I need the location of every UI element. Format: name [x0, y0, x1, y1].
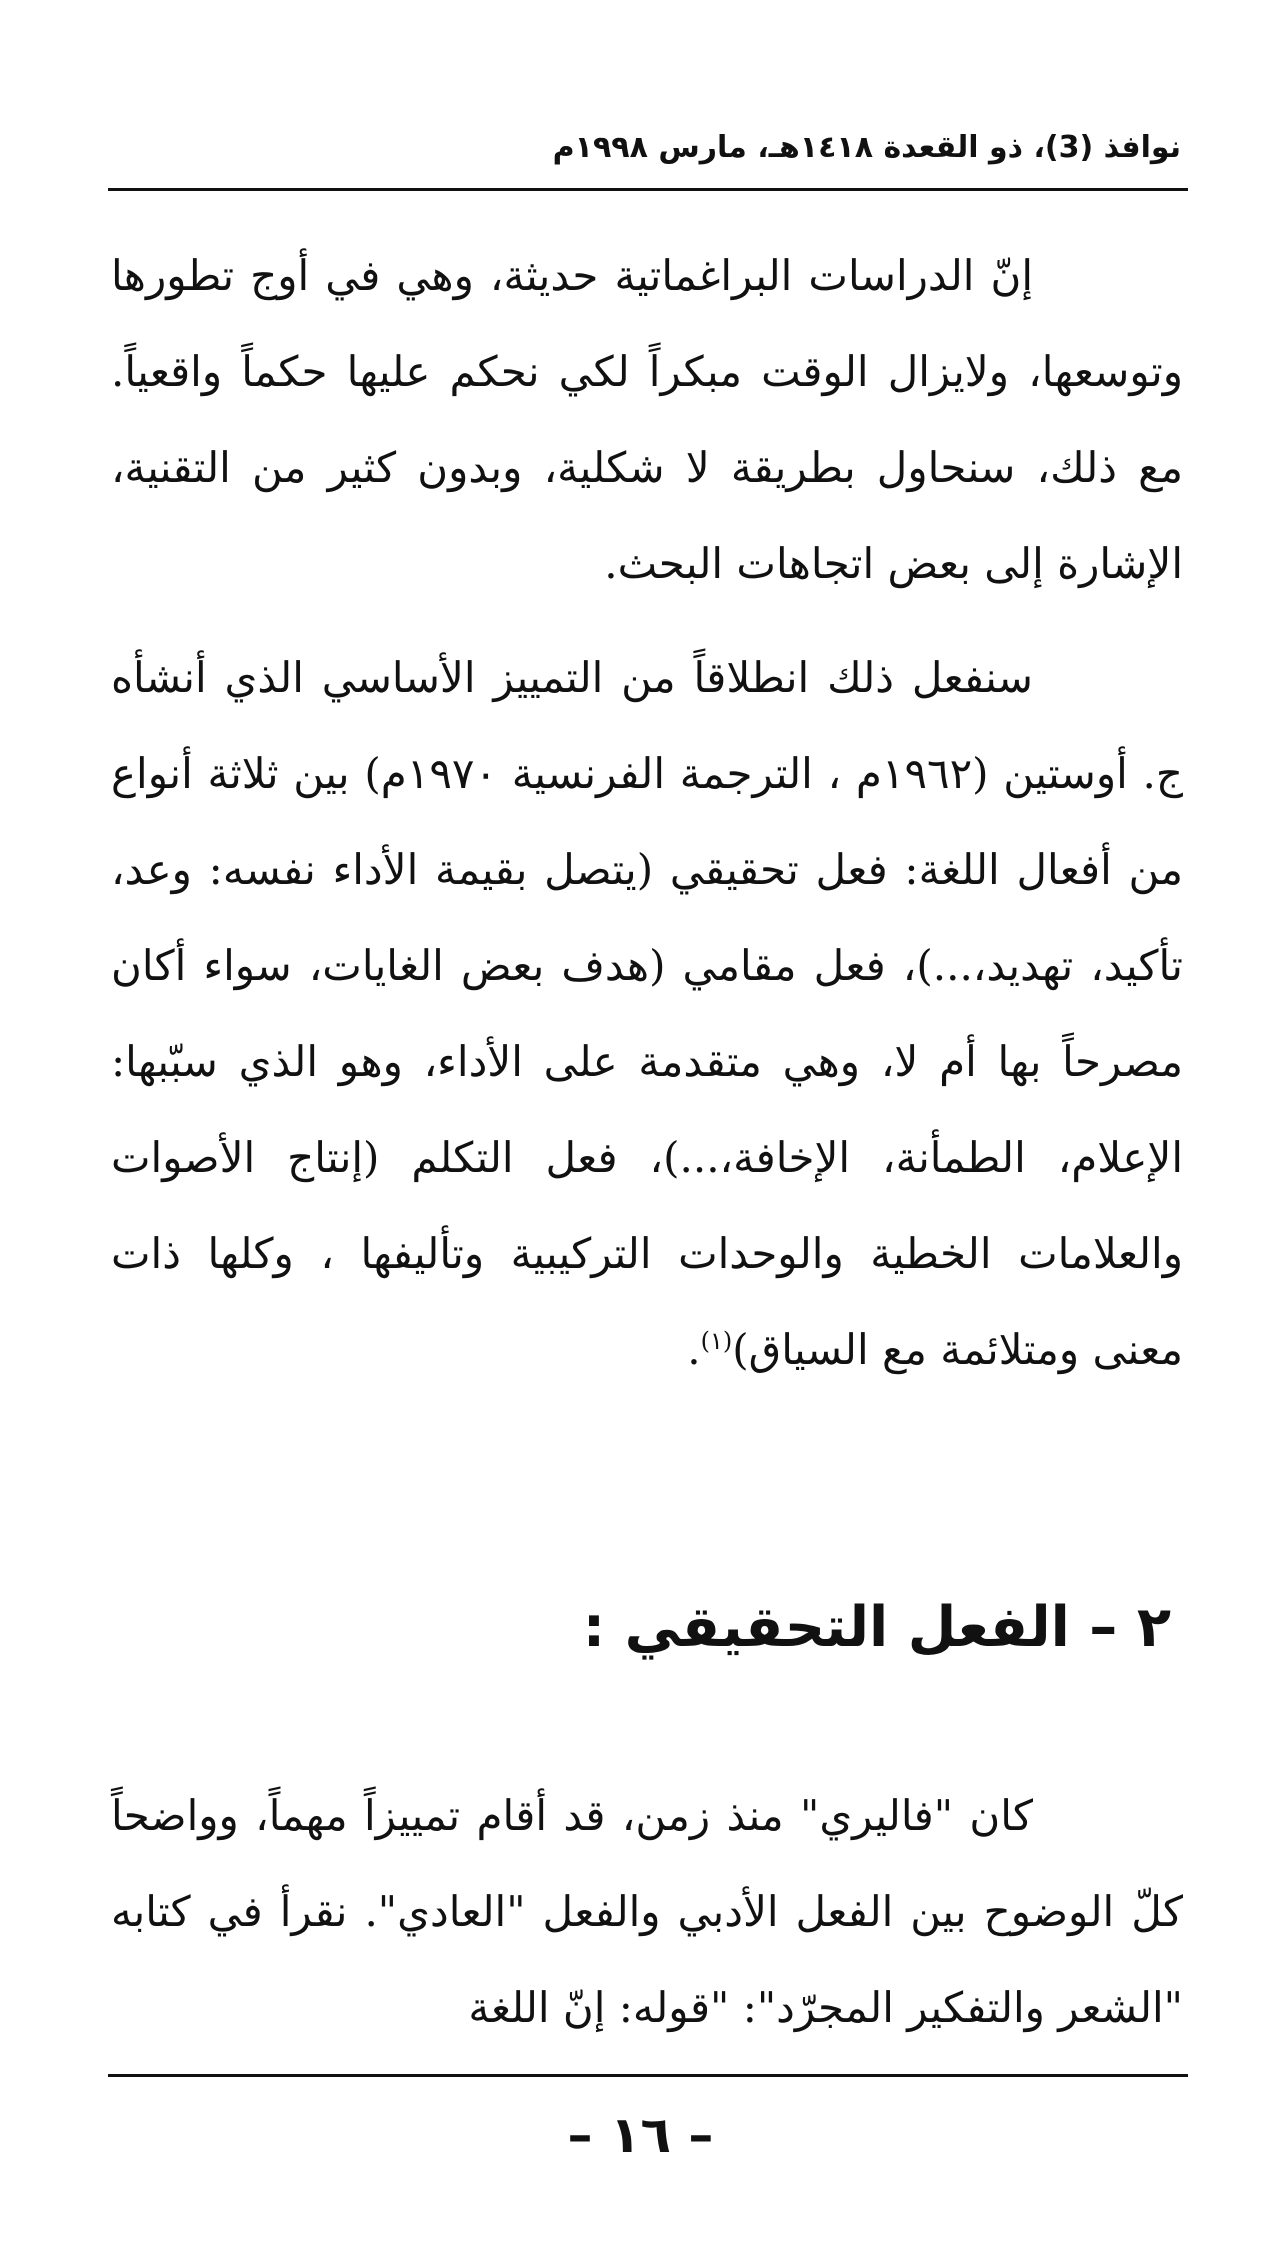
paragraph-valery: [111, 1768, 1183, 2056]
paragraph-end-mark: .: [687, 1325, 701, 1374]
paragraph-text: كان "فاليري" منذ زمن، قد أقام تمييزاً مهماً، وواضحاً كلّ الوضوح بين الفعل الأدبي والفعل "العادي". نقرأ في كتابه "الشعر والتفكير المجرّد": "قوله: إنّ اللغة: [111, 1791, 1183, 2032]
page-number: – ١٦ –: [567, 2106, 714, 2164]
footnote-marker: (١): [700, 1327, 733, 1355]
footer-divider: [108, 2074, 1188, 2077]
paragraph-text: إنّ الدراسات البراغماتية حديثة، وهي في أوج تطورها وتوسعها، ولايزال الوقت مبكراً لكي نحكم عليها حكماً واقعياً. مع ذلك، سنحاول بطريقة لا شكلية، وبدون كثير من التقنية، الإشارة إلى بعض اتجاهات البحث.: [111, 251, 1183, 588]
section-heading: ٢ – الفعل التحقيقي :: [582, 1595, 1171, 1660]
paragraph-text: سنفعل ذلك انطلاقاً من التمييز الأساسي الذي أنشأه ج. أوستين (١٩٦٢م ، الترجمة الفرنسية ١٩٧٠م) بين ثلاثة أنواع من أفعال اللغة: فعل تحقيقي (يتصل بقيمة الأداء نفسه: وعد، تأكيد، تهديد،...)، فعل مقامي (هدف بعض الغايات، سواء أكان مصرحاً بها أم لا، وهي متقدمة على الأداء، وهو الذي سبّبها: الإعلام، الطمأنة، الإخافة،...)، فعل التكلم (إنتاج الأصوات والعلامات الخطية والوحدات التركيبية وتأليفها ، وكلها ذات معنى ومتلائمة مع السياق): [111, 653, 1183, 1374]
running-header: نوافذ (3)، ذو القعدة ١٤١٨هـ، مارس ١٩٩٨م: [552, 130, 1181, 165]
paragraph-pragmatics-intro: [111, 228, 1183, 612]
header-divider: [108, 188, 1188, 191]
paragraph-austin-speech-acts: [111, 630, 1183, 1398]
